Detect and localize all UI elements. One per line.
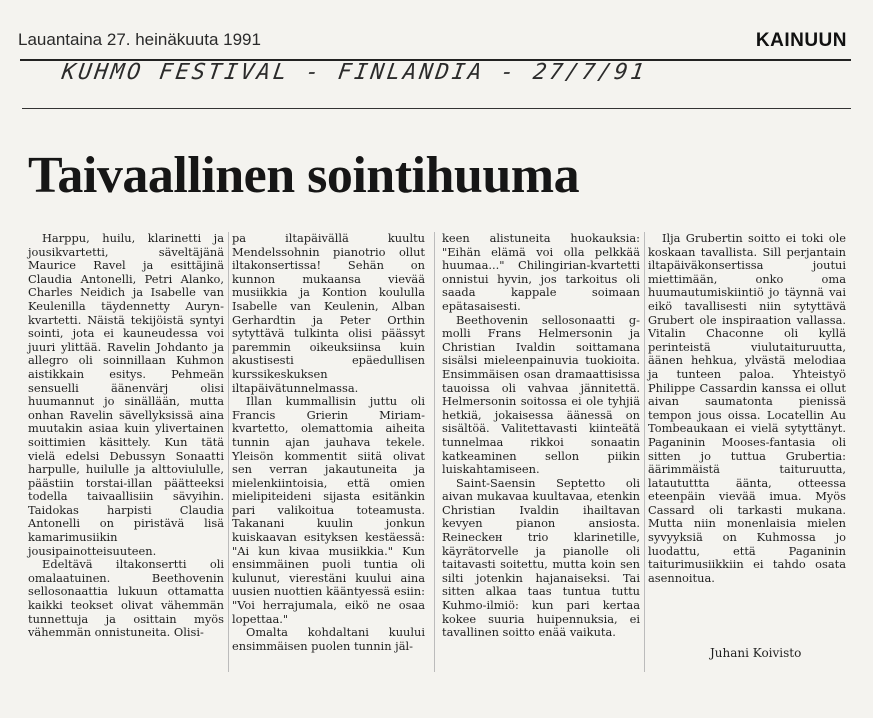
article-column-4 bbox=[648, 232, 846, 585]
paragraph: Ilja Grubertin soitto ei toki ole koskaan tavallista. Sill perjantain iltapäiväkonsertissa joutui miettimään, onko oma huumautumiskiintiö jo täynnä vai eikö tavallisesti niin sytyttävä Grubert ole inspiraation vallassa. Vitalin Chaconne oli kyllä perinteistä viulutaituruutta, äänen hehkua, ylvästä melodiaa ja tunteen paloa. Yhteistyö Philippe Cassardin kanssa ei ollut aivan saumatonta pienissä tempon jous oissa. Locatellin Au Tombeaukaan ei vielä sytyttänyt. Paganinin Mooses-fantasia oli sitten jo tuttua Grubertia: äärimmäistä taituruutta, lataututtta äänta, otteessa eteenpäin vievää imua. Myös Cassard oli tarkasti mukana. Mutta niin monenlaisia mielen syvyyksiä on Kuhmossa jo luodattu, että Paganinin taiturimusiikkiin ei tahdo osata asennoitua. bbox=[648, 231, 846, 585]
newspaper-name: KAINUUN bbox=[755, 30, 847, 51]
publication-date: Lauantaina 27. heinäkuuta 1991 bbox=[18, 30, 261, 49]
article-column-3 bbox=[442, 232, 640, 640]
column-divider bbox=[644, 232, 645, 672]
article-column-2 bbox=[232, 232, 425, 653]
column-divider bbox=[434, 232, 435, 672]
author-byline: Juhani Koivisto bbox=[710, 646, 802, 660]
section-rule bbox=[22, 108, 851, 109]
handwritten-annotation: KUHMO FESTIVAL - FINLANDIA - 27/7/91 bbox=[60, 60, 649, 85]
paragraph: Illan kummallisin juttu oli Francis Grierin Miriam-kvartetto, olemattomia aiheita tunnin ajan jauhava tekele. Yleisön kommentit siitä olivat sen verran jakautuneita ja mielenkiintoisia, että omien mielipiteideni sijasta esitänkin pari valikoitua toteamusta. Takanani kuulin jonkun kuiskaavan esityksen kestäessä: "Ai kun kivaa musiikkia." Kun ensimmäinen puoli tuntia oli kulunut, vierestäni kuului aina uusien nuottien kääntyessä esiin: "Voi herrajumala, eikö ne osaa lopettaa." bbox=[232, 394, 425, 626]
article-column-1 bbox=[28, 232, 224, 640]
paragraph: keen alistuneita huokauksia: "Eihän elämä voi olla pelkkää huumaa..." Chilingirian-kvartetti onnistui hyvin, jos tarkoitus oli saada kappale soimaan epätasaisesti. bbox=[442, 231, 640, 313]
paragraph: Omalta kohdaltani kuului ensimmäisen puolen tunnin jäl- bbox=[232, 625, 425, 653]
paragraph: Edeltävä iltakonsertti oli omalaatuinen. Beethovenin sellosonaattia lukuun ottamatta kaikki teokset olivat vähemmän tunnettuja ja osittain myös vähemmän onnistuneita. Olisi- bbox=[28, 557, 224, 640]
paragraph: Saint-Saensin Septetto oli aivan mukavaa kuultavaa, etenkin Christian Ivaldin ihailtavan kevyen pianon ansiosta. Reineckeн trio klarinetille, käyrätorvelle ja pianolle oli taitavasti soitettu, mutta koin sen silti jotenkin hajanaiseksi. Tai sitten alkaa taas tuntua tuttu Kuhmo-ilmiö: kun pari kertaa kokee suuria huipennuksia, ei tavallinen soitto enää vaikuta. bbox=[442, 475, 640, 640]
column-divider bbox=[228, 232, 229, 672]
paragraph: Beethovenin sellosonaatti g-molli Frans Helmersonin ja Christian Ivaldin soittamana sisälsi mieleenpainuvia tuokioita. Ensimmäisen osan dramaattisissa tauoissa oli vahvaa jännitettä. Helmersonin soitossa ei ole tyhjiä hetkiä, jokaisessa äänessä on sisältöä. Valitettavasti kiinteätä tunnelmaa rikkoi sonaatin katkeaminen sellon piikin luiskahtamiseen. bbox=[442, 312, 640, 477]
paragraph: pa iltapäivällä kuultu Mendelssohnin pianotrio ollut iltakonsertissa! Sehän on kunnon mukaansa vievää musiikkia ja Kontion koululla Isabelle van Keulenin, Alban Gerhardtin ja Peter Orthin sytyttävä tulkinta olisi päässyt paremmin oikeuksiinsa kuin akustisesti epäedullisen kurssikeskuksen iltapäivätunnelmassa. bbox=[232, 231, 425, 395]
paragraph: Harppu, huilu, klarinetti ja jousikvartetti, säveltäjänä Maurice Ravel ja esittäjinä Claudia Antonelli, Petri Alanko, Charles Neidich ja Isabelle van Keulenilla täydennetty Auryn-kvartetti. Näistä tekijöistä syntyi sointi, jota ei kauneudessa voi juuri ylittää. Ravelin Johdanto ja allegro oli soinnillaan Kuhmon aistikkain esitys. Pehmeän sensuelli äänenvärj olisi huumannut jo sinällään, mutta onhan Ravelin sävellyksissä aina muutakin asiaa kuin ylivertainen soittimien käsittely. Kun tätä vielä edelsi Debussyn Sonaatti harpulle, huilulle ja alttoviululle, päästiin torstai-illan päätteeksi todella taivaallisiin sävyihin. Taidokas harpisti Claudia Antonelli on piristävä lisä kamarimusiikin jousipainotteisuuteen. bbox=[28, 231, 224, 558]
article-headline: Taivaallinen sointihuuma bbox=[28, 147, 580, 204]
